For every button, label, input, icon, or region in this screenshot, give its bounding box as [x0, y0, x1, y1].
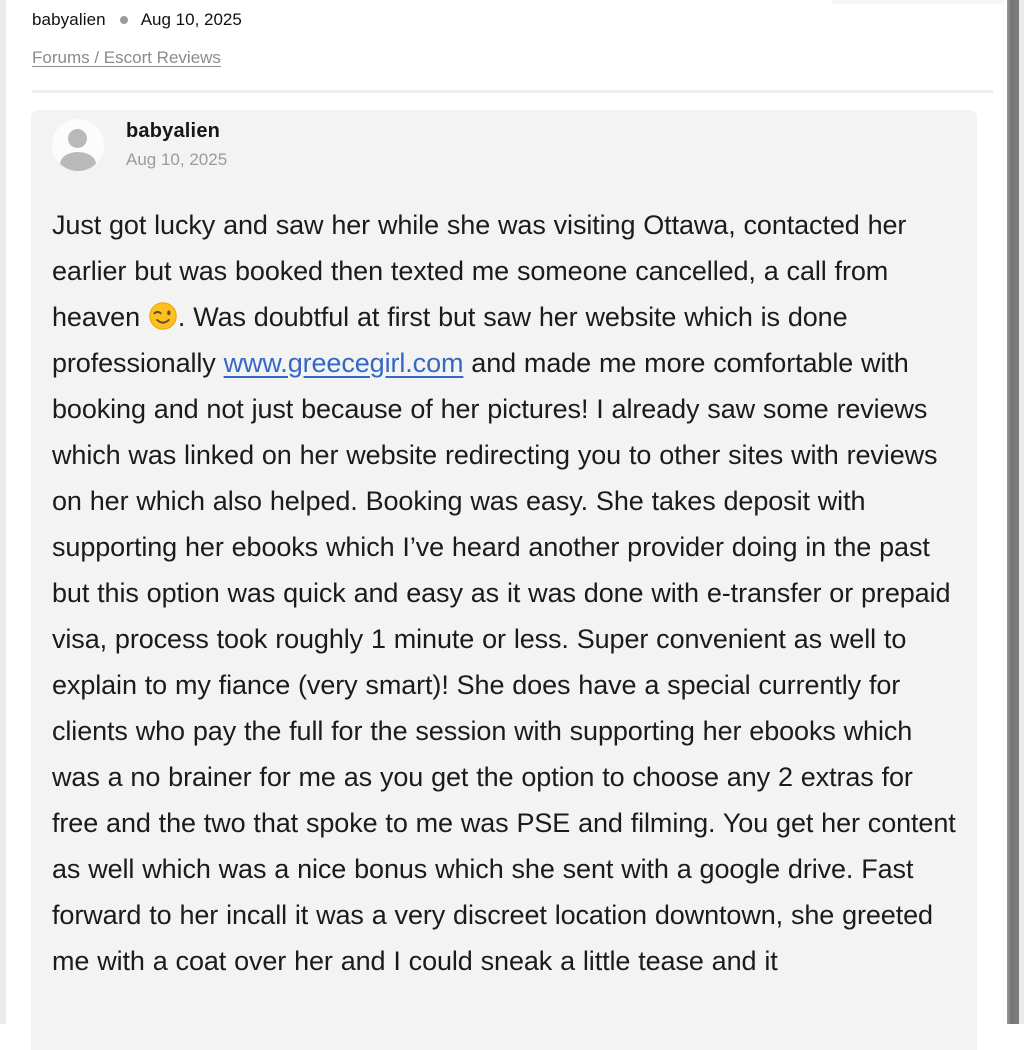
post-date: Aug 10, 2025 [126, 150, 228, 169]
website-link[interactable]: www.greecegirl.com [223, 348, 464, 378]
post-header [52, 119, 227, 171]
avatar[interactable] [52, 119, 104, 171]
top-right-strip [832, 0, 1006, 4]
post-text-part2: . Was doubtful at first but saw her website which is done professionally [52, 302, 848, 378]
post-text-part1: Just got lucky and saw her while she was visiting Ottawa, contacted her earlier but was booked then texted me someone cancelled, a call from heaven [52, 210, 907, 332]
post-author-block [126, 120, 227, 170]
bullet-separator-icon [120, 16, 128, 24]
thread-date: Aug 10, 2025 [140, 10, 242, 29]
header-divider [32, 90, 993, 93]
review-post-card [31, 110, 977, 1050]
winking-face-emoji-icon [149, 302, 177, 330]
thread-byline [32, 10, 242, 30]
person-icon [68, 129, 87, 148]
thread-author-name: babyalien [32, 10, 106, 29]
scrollbar-thumb[interactable] [1007, 0, 1019, 1024]
post-text-part3: and made me more comfortable with booking and not just because of her pictures! I already saw some reviews which was linked on her website redirecting you to other sites with reviews on her which also helped. Booking was easy. She takes deposit with supporting her ebooks which I’ve heard another provider doing in the past but this option was quick and easy as it was done with e-transfer or prepaid visa, process took roughly 1 minute or less. Super convenient as well to explain to my fiance (very smart)! She does have a special currently for clients who pay the full for the session with supporting her ebooks which was a no brainer for me as you get the option to choose any 2 extras for free and the two that spoke to me was PSE and filming. You get her content as well which was a nice bonus which she sent with a google drive. Fast forward to her incall it was a very discreet location downtown, she greeted me with a coat over her and I could sneak a little tease and it [52, 348, 956, 976]
person-icon-shoulders [60, 152, 96, 171]
breadcrumb[interactable]: Forums / Escort Reviews [32, 48, 221, 67]
post-body-text [52, 202, 958, 984]
page-left-edge [0, 0, 6, 1024]
post-author-name[interactable]: babyalien [126, 120, 221, 142]
scrollbar[interactable] [1004, 0, 1024, 1024]
